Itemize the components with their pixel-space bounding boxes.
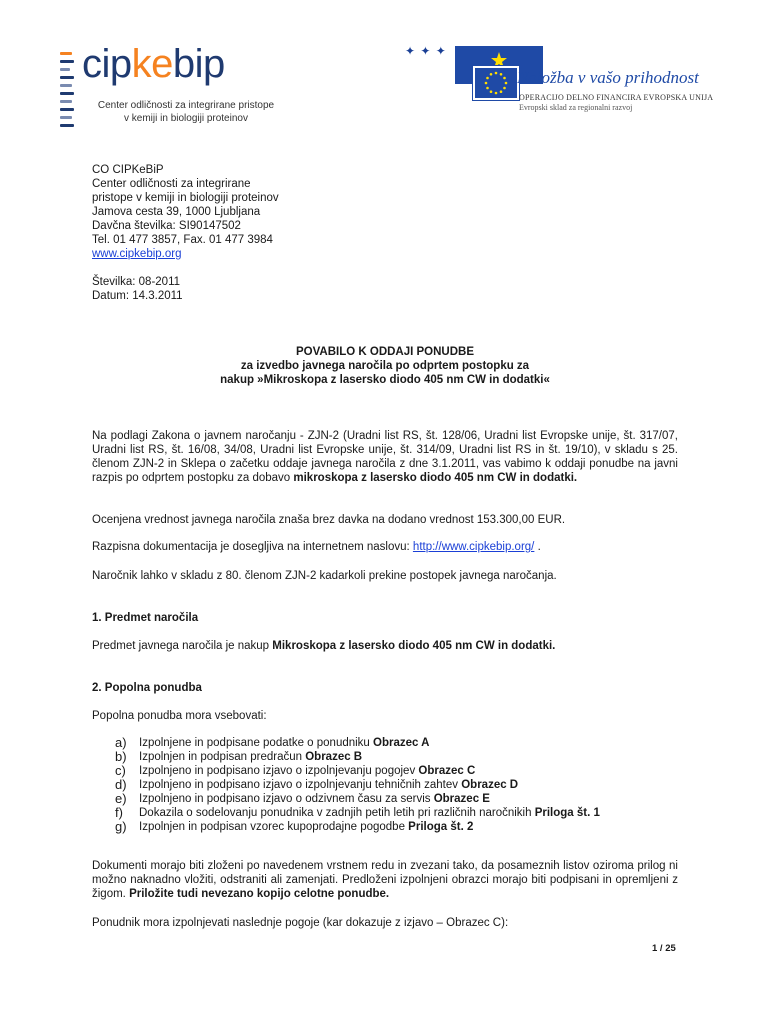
- section-1-heading: 1. Predmet naročila: [92, 612, 199, 624]
- document-date: Datum: 14.3.2011: [92, 290, 183, 302]
- logo-wordmark: cipkebip: [82, 42, 225, 86]
- binding-instructions-paragraph: Dokumenti morajo biti zloženi po navedenem vrstnem redu in zvezani tako, da posameznih listov oziroma prilog ni možno naknadno vložiti, odstraniti ali zamenjati. Predloženi izpolnjeni obrazci morajo biti podpisani in opremljeni z žigom. Priložite tudi nevezano kopijo celotne ponudbe.: [92, 860, 678, 900]
- document-title: POVABILO K ODDAJI PONUDBE: [295, 346, 475, 358]
- required-documents-list: [115, 736, 685, 834]
- estimated-value-text: Ocenjena vrednost javnega naročila znaša brez davka na dodano vrednost 153.300,00 EUR.: [92, 514, 566, 526]
- list-item: c) Izpolnjeno in podpisano izjavo o izpolnjevanju pogojev Obrazec C: [115, 763, 476, 778]
- logo-subtitle: Center odličnosti za integrirane pristope v kemiji in biologiji proteinov: [97, 100, 275, 124]
- document-subtitle: za izvedbo javnega naročila po odprtem postopku za: [240, 360, 530, 372]
- sender-address: Jamova cesta 39, 1000 Ljubljana: [92, 206, 261, 218]
- section-2-intro: Popolna ponudba mora vsebovati:: [92, 710, 267, 722]
- eu-fund-name: Evropski sklad za regionalni razvoj: [519, 103, 633, 112]
- documentation-link[interactable]: http://www.cipkebip.org/: [412, 541, 535, 553]
- intro-paragraph: Na podlagi Zakona o javnem naročanju - ZJN-2 (Uradni list RS, št. 128/06, Uradni list Evropske unije, št. 317/07, Uradni list RS, št. 16/08, 34/08, Uradni list Evropske unije, št. 314/09, Uradni list RS in št. 19/10), v skladu s 25. členom ZJN-2 in Sklepa o začetku oddaje javnega naročila z dne 3.1.2011, vas vabimo k oddaji ponudbe na javni razpis po odprtem postopku za dobavo mikroskopa z lasersko diodo 405 nm CW in dodatki.: [92, 430, 678, 484]
- document-subtitle: nakup »Mikroskopa z lasersko diodo 405 nm CW in dodatki«: [220, 374, 550, 386]
- eu-cofinancing-note: OPERACIJO DELNO FINANCIRA EVROPSKA UNIJA: [519, 93, 714, 102]
- page-number: 1 / 25: [652, 943, 676, 954]
- sender-name: CO CIPKeBiP: [92, 164, 164, 176]
- list-item: e) Izpolnjeno in podpisano izjavo o odzivnem času za servis Obrazec E: [115, 791, 490, 806]
- list-item: b) Izpolnjen in podpisan predračun Obrazec B: [115, 749, 363, 764]
- cancellation-text: Naročnik lahko v skladu z 80. členom ZJN-2 kadarkoli prekine postopek javnega naročanja.: [92, 570, 557, 582]
- list-item: g) Izpolnjen in podpisan vzorec kupoprodajne pogodbe Priloga št. 2: [115, 819, 474, 834]
- list-item: d) Izpolnjeno in podpisano izjavo o izpolnjevanju tehničnih zahtev Obrazec D: [115, 777, 519, 792]
- cipkebip-logo: [60, 42, 275, 128]
- sender-line: Center odličnosti za integrirane: [92, 178, 251, 190]
- eu-funding-logo: [405, 44, 725, 124]
- list-item: f) Dokazila o sodelovanju ponudnika v zadnjih petih letih pri različnih naročnikih Priloga št. 1: [115, 805, 600, 820]
- list-item: a) Izpolnjene in podpisane podatke o ponudniku Obrazec A: [115, 735, 430, 750]
- sender-phone-fax: Tel. 01 477 3857, Fax. 01 477 3984: [92, 234, 273, 246]
- eu-flag-icon: [473, 66, 519, 100]
- eu-slogan: Naložba v vašo prihodnost: [517, 68, 699, 87]
- stars-icon: ✦ ✦ ✦: [405, 44, 447, 58]
- sender-line: pristope v kemiji in biologiji proteinov: [92, 192, 279, 204]
- sender-website-link[interactable]: www.cipkebip.org: [92, 248, 182, 260]
- conditions-text: Ponudnik mora izpolnjevati naslednje pogoje (kar dokazuje z izjavo – Obrazec C):: [92, 917, 509, 929]
- section-1-text: Predmet javnega naročila je nakup Mikroskopa z lasersko diodo 405 nm CW in dodatki.: [92, 640, 556, 652]
- logo-bars-icon: [60, 52, 74, 132]
- document-number: Številka: 08-2011: [92, 276, 181, 288]
- sender-tax-number: Davčna številka: SI90147502: [92, 220, 241, 232]
- documentation-text: Razpisna dokumentacija je dosegljiva na internetnem naslovu: http://www.cipkebip.org/ .: [92, 541, 541, 553]
- section-2-heading: 2. Popolna ponudba: [92, 682, 202, 694]
